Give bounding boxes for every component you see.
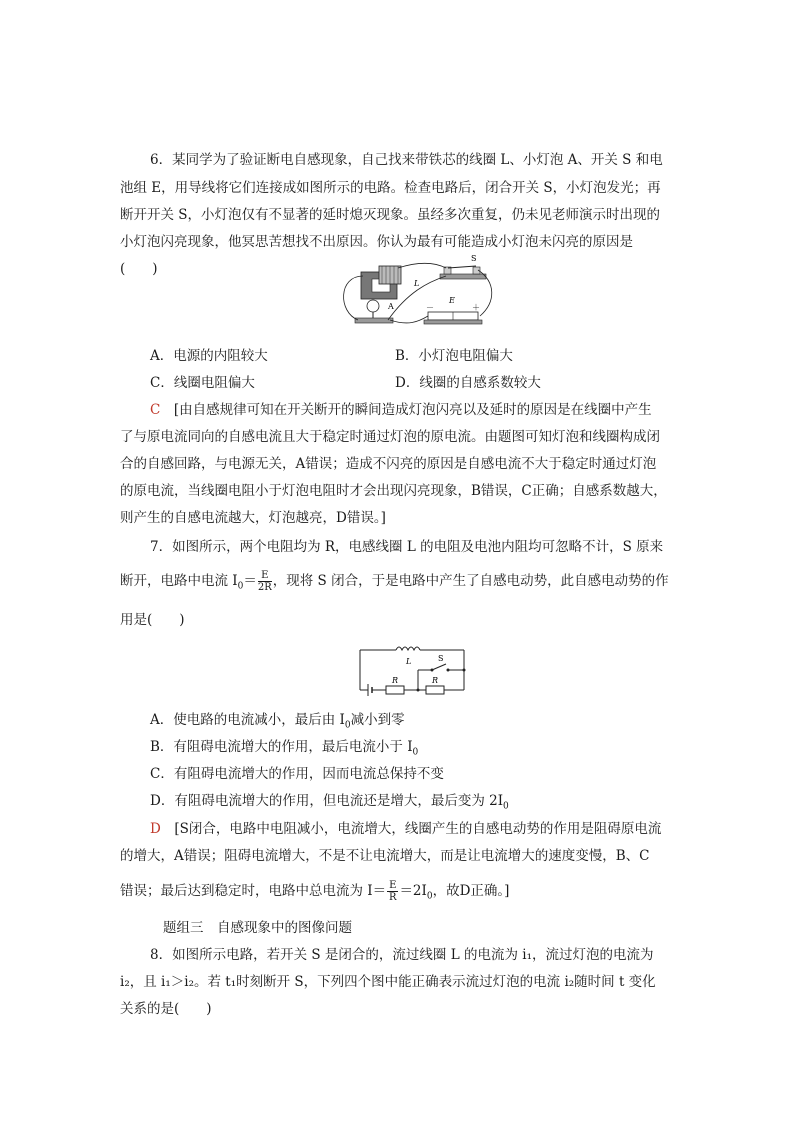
lamp-bulb — [367, 300, 379, 312]
q6-explanation-line-3: 合的自感回路，与电源无关，A错误；造成不闪亮的原因是自感电流不大于稳定时通过灯泡 — [120, 456, 657, 472]
q7-option-b-text: B．有阻碍电流增大的作用，最后电流小于 I — [150, 739, 413, 755]
q6-explanation-line-5: 则产生的自感电流越大，灯泡越亮，D错误。] — [120, 510, 386, 526]
q7-equals: ＝ — [243, 573, 257, 589]
switch-blade — [432, 664, 446, 670]
q6-option-d: D．线圈的自感系数较大 — [395, 375, 541, 391]
q7-line-2-text-a: 断开，电路中电流 I — [120, 573, 238, 589]
q7-option-b-sub: 0 — [412, 747, 419, 758]
label-minus: － — [426, 303, 434, 312]
q6-answer-letter: C — [150, 402, 161, 418]
q7-frac-numerator: E — [258, 570, 272, 582]
q7-explanation-text-3c: ，故D正确。] — [432, 883, 510, 899]
q7-line-3: 用是( ) — [120, 612, 185, 628]
q6-line-4: 小灯泡闪亮现象，他冥思苦想找不出原因。你认为最有可能造成小灯泡未闪亮的原因是 — [120, 234, 633, 250]
q7-explanation-text-3a: 错误；最后达到稳定时，电路中总电流为 I＝ — [120, 883, 387, 899]
q6-option-a: A．电源的内阻较大 — [150, 348, 268, 364]
resistor-1 — [386, 686, 404, 694]
q6-line-5: ( ) — [120, 261, 158, 277]
q7-line-2 — [120, 570, 669, 597]
q6-option-c: C．线圈电阻偏大 — [150, 375, 255, 391]
q7-explanation-sub: 0 — [426, 891, 433, 902]
q7-option-c: C．有阻碍电流增大的作用，因而电流总保持不变 — [150, 766, 444, 782]
q8-line-2: i₂，且 i₁＞i₂。若 t₁时刻断开 S，下列四个图中能正确表示流过灯泡的电流 i₂随时间 t 变化 — [120, 974, 656, 990]
label-L: L — [406, 657, 412, 666]
q7-exp-fraction — [387, 880, 398, 903]
q6-explanation-text-1: [由自感规律可知在开关断开的瞬间造成灯泡闪亮以及延时的原因是在线圈中产生 — [173, 402, 652, 418]
q8-line-3: 关系的是( ) — [120, 1001, 212, 1017]
label-L: L — [414, 279, 420, 288]
inductor-coil — [396, 647, 420, 650]
q6-line-3: 断开开关 S，小灯泡仅有不显著的延时熄灭现象。虽经多次重复，仍未见老师演示时出现的 — [120, 207, 661, 223]
label-E: E — [449, 296, 455, 305]
q7-option-d-text: D．有阻碍电流增大的作用，但电流还是增大，最后变为 2I — [150, 793, 504, 809]
q7-answer-letter: D — [150, 821, 161, 837]
q7-explanation-text-1: [S闭合，电路中电阻减小，电流增大，线圈产生的自感电动势的作用是阻碍原电流 — [174, 821, 662, 837]
q7-explanation-line-3 — [120, 880, 509, 907]
q7-option-a-text-end: 减小到零 — [350, 712, 405, 728]
q8-line-1: 8．如图所示电路，若开关 S 是闭合的，流过线圈 L 的电流为 i₁，流过灯泡的电流为 — [150, 947, 654, 963]
label-A: A — [388, 302, 394, 311]
q6-line-1: 6．某同学为了验证断电自感现象，自己找来带铁芯的线圈 L、小灯泡 A、开关 S 和电 — [150, 152, 663, 168]
label-S: S — [438, 654, 444, 663]
q7-option-b — [150, 737, 418, 763]
switch-base — [440, 274, 486, 279]
resistor-2 — [426, 686, 444, 694]
label-S: S — [471, 254, 477, 263]
label-R2: R — [432, 676, 439, 685]
q7-option-d — [150, 791, 509, 817]
q7-option-a — [150, 710, 405, 736]
q7-frac-denominator: 2R — [257, 582, 272, 593]
q7-fraction — [258, 570, 272, 593]
q7-i0-subscript: 0 — [237, 581, 244, 592]
q7-explanation-line-1 — [150, 819, 661, 839]
q6-circuit-figure — [328, 254, 503, 334]
q6-explanation-line-4: 的原电流，当线圈电阻小于灯泡电阻时才会出现闪亮现象，B错误，C正确；自感系数越大， — [120, 483, 667, 499]
q6-option-b: B．小灯泡电阻偏大 — [395, 348, 513, 364]
q7-exp-frac-numerator: E — [389, 880, 397, 891]
q7-explanation-text-3b: ＝2I — [399, 883, 427, 899]
q6-explanation-line-2: 了与原电流同向的自感电流且大于稳定时通过灯泡的原电流。由题图可知灯泡和线圈构成闭 — [120, 429, 660, 445]
q6-explanation-line-1 — [150, 400, 652, 420]
q7-line-1: 7．如图所示，两个电阻均为 R，电感线圈 L 的电阻及电池内阻均可忽略不计，S 原来 — [150, 539, 664, 555]
q7-circuit-figure — [356, 640, 468, 700]
q7-explanation-line-2: 的增大，A错误；阻碍电流增大，不是不让电流增大，而是让电流增大的速度变慢，B、C — [120, 848, 650, 864]
q7-line-2-text-b: ，现将 S 闭合，于是电路中产生了自感电动势，此自感电动势的作 — [272, 573, 669, 589]
q7-option-a-text: A．使电路的电流减小，最后由 I — [150, 712, 345, 728]
label-R1: R — [392, 676, 399, 685]
q7-option-a-sub: 0 — [344, 720, 351, 731]
q7-exp-frac-denominator: R — [389, 892, 397, 903]
section-title: 题组三 自感现象中的图像问题 — [163, 920, 352, 936]
q7-option-d-sub: 0 — [503, 801, 509, 812]
q6-line-2: 池组 E，用导线将它们连接成如图所示的电路。检查电路后，闭合开关 S，小灯泡发光；再 — [120, 180, 661, 196]
lamp-base — [355, 318, 393, 323]
label-plus: ＋ — [472, 303, 480, 312]
